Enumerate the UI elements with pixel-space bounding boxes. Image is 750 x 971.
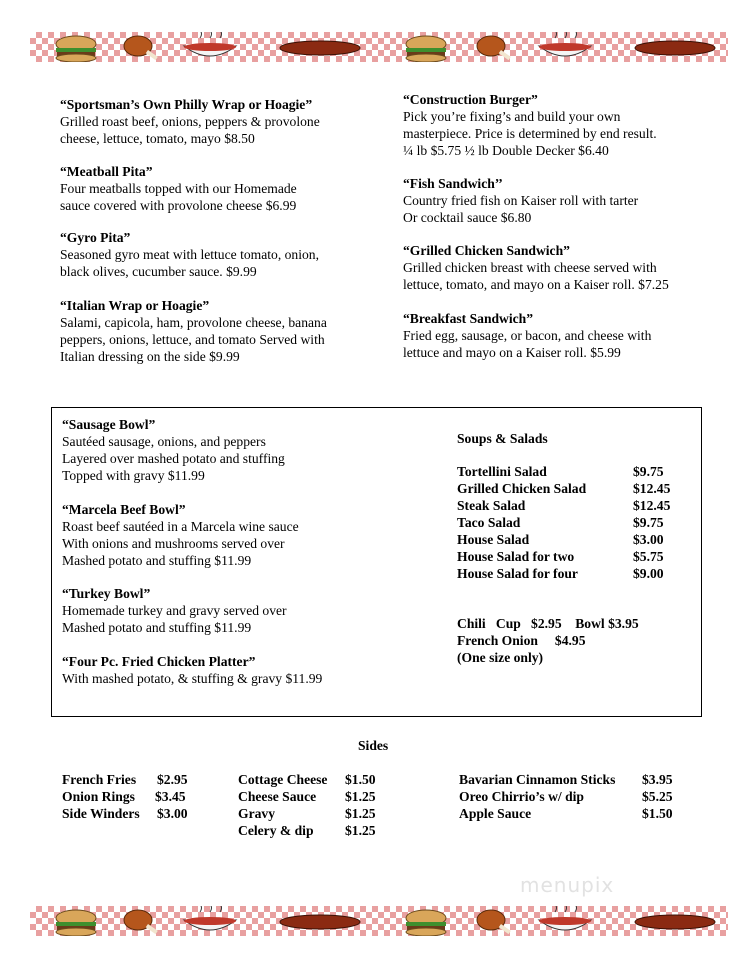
item-desc: Roast beef sautéed in a Marcela wine sauce With onions and mushrooms served over Mashed potato and stuffing $11.99: [62, 519, 299, 568]
side-price: $1.25: [345, 823, 376, 838]
food-border-top: [30, 32, 728, 62]
item-name: “Sportsman’s Own Philly Wrap or Hoagie”: [60, 97, 313, 112]
salad-name: House Salad: [457, 532, 530, 547]
salad-price: $9.75: [633, 515, 664, 530]
bowl-item: [62, 585, 422, 636]
hotdog-icon: [635, 915, 715, 929]
menu-item: [403, 242, 723, 293]
side-name: Oreo Chirrio’s w/ dip: [459, 789, 584, 804]
menu-item: [60, 96, 390, 147]
item-desc: Salami, capicola, ham, provolone cheese, banana peppers, onions, lettuce, and tomato Served with Italian dressing on the side $9.99: [60, 315, 327, 364]
side-name: Apple Sauce: [459, 806, 532, 821]
menupix-watermark: menupix: [520, 873, 615, 897]
item-name: “Sausage Bowl”: [62, 417, 156, 432]
item-name: “Breakfast Sandwich”: [403, 311, 534, 326]
side-price: $3.45: [155, 789, 186, 804]
side-name: Bavarian Cinnamon Sticks: [459, 772, 616, 787]
bowl-item: [62, 653, 422, 687]
burger-icon: [406, 910, 446, 936]
side-price: $3.95: [642, 772, 673, 787]
menu-item: [60, 163, 390, 214]
item-desc: With mashed potato, & stuffing & gravy $11.99: [62, 671, 323, 686]
salad-name: Taco Salad: [457, 515, 521, 530]
item-desc: Pick you’re fixing’s and build your own masterpiece. Price is determined by end result. ¼ lb $5.75 ½ lb Double Decker $6.40: [403, 109, 657, 158]
menu-item: [403, 310, 723, 361]
side-price: $5.25: [642, 789, 673, 804]
hotdog-icon: [635, 41, 715, 55]
drumstick-icon: [124, 36, 158, 60]
item-name: “Marcela Beef Bowl”: [62, 502, 186, 517]
salad-name: Tortellini Salad: [457, 464, 547, 479]
salad-name: Steak Salad: [457, 498, 526, 513]
salad-price: $12.45: [633, 481, 671, 496]
side-name: Onion Rings: [62, 789, 135, 804]
burger-icon: [56, 910, 96, 936]
item-name: “Turkey Bowl”: [62, 586, 151, 601]
item-desc: Grilled chicken breast with cheese served with lettuce, tomato, and mayo on a Kaiser roll. $7.25: [403, 260, 669, 292]
item-desc: Seasoned gyro meat with lettuce tomato, onion, black olives, cucumber sauce. $9.99: [60, 247, 319, 279]
menu-item: [60, 229, 390, 280]
menu-item: [60, 297, 390, 365]
salad-price: $9.00: [633, 566, 664, 581]
salad-name: House Salad for two: [457, 549, 575, 564]
food-border-bottom: [30, 906, 728, 936]
side-name: Cheese Sauce: [238, 789, 317, 804]
side-name: French Fries: [62, 772, 137, 787]
drumstick-icon: [477, 36, 511, 60]
item-name: “Meatball Pita”: [60, 164, 153, 179]
item-desc: Grilled roast beef, onions, peppers & provolone cheese, lettuce, tomato, mayo $8.50: [60, 114, 320, 146]
soup-bowl-icon: [539, 32, 591, 56]
menu-item: [403, 175, 723, 226]
drumstick-icon: [124, 910, 158, 934]
item-desc: Four meatballs topped with our Homemade sauce covered with provolone cheese $6.99: [60, 181, 297, 213]
french-onion-line: French Onion $4.95: [457, 633, 586, 648]
side-name: Gravy: [238, 806, 275, 821]
side-price: $2.95: [157, 772, 188, 787]
salad-name: House Salad for four: [457, 566, 578, 581]
salad-price: $9.75: [633, 464, 664, 479]
side-name: Celery & dip: [238, 823, 314, 838]
salad-name: Grilled Chicken Salad: [457, 481, 587, 496]
soup-bowl-icon: [184, 32, 236, 56]
bowl-item: [62, 416, 422, 484]
soups-salads-title: Soups & Salads: [457, 431, 548, 446]
side-name: Cottage Cheese: [238, 772, 328, 787]
hotdog-icon: [280, 915, 360, 929]
item-name: “Grilled Chicken Sandwich”: [403, 243, 570, 258]
food-icons-top: [30, 32, 728, 62]
item-name: “Italian Wrap or Hoagie”: [60, 298, 210, 313]
side-price: $1.25: [345, 806, 376, 821]
salad-price: $5.75: [633, 549, 664, 564]
side-price: $1.50: [345, 772, 376, 787]
side-price: $1.50: [642, 806, 673, 821]
item-name: “Gyro Pita”: [60, 230, 131, 245]
bowl-item: [62, 501, 422, 569]
salad-price: $3.00: [633, 532, 664, 547]
side-price: $3.00: [157, 806, 188, 821]
soup-bowl-icon: [184, 906, 236, 930]
menu-item: [403, 91, 723, 159]
chili-line: Chili Cup $2.95 Bowl $3.95: [457, 616, 639, 631]
hotdog-icon: [280, 41, 360, 55]
burger-icon: [406, 36, 446, 62]
sides-title: Sides: [358, 738, 389, 753]
side-price: $1.25: [345, 789, 376, 804]
item-name: “Four Pc. Fried Chicken Platter”: [62, 654, 256, 669]
side-name: Side Winders: [62, 806, 140, 821]
item-desc: Fried egg, sausage, or bacon, and cheese with lettuce and mayo on a Kaiser roll. $5.99: [403, 328, 652, 360]
soup-bowl-icon: [539, 906, 591, 930]
burger-icon: [56, 36, 96, 62]
item-desc: Country fried fish on Kaiser roll with tarter Or cocktail sauce $6.80: [403, 193, 639, 225]
item-name: “Fish Sandwich’’: [403, 176, 503, 191]
food-icons-bottom: [30, 906, 728, 936]
salad-price: $12.45: [633, 498, 671, 513]
item-desc: Sautéed sausage, onions, and peppers Layered over mashed potato and stuffing Topped with gravy $11.99: [62, 434, 285, 483]
item-name: “Construction Burger”: [403, 92, 538, 107]
item-desc: Homemade turkey and gravy served over Mashed potato and stuffing $11.99: [62, 603, 287, 635]
drumstick-icon: [477, 910, 511, 934]
size-note: (One size only): [457, 650, 544, 665]
